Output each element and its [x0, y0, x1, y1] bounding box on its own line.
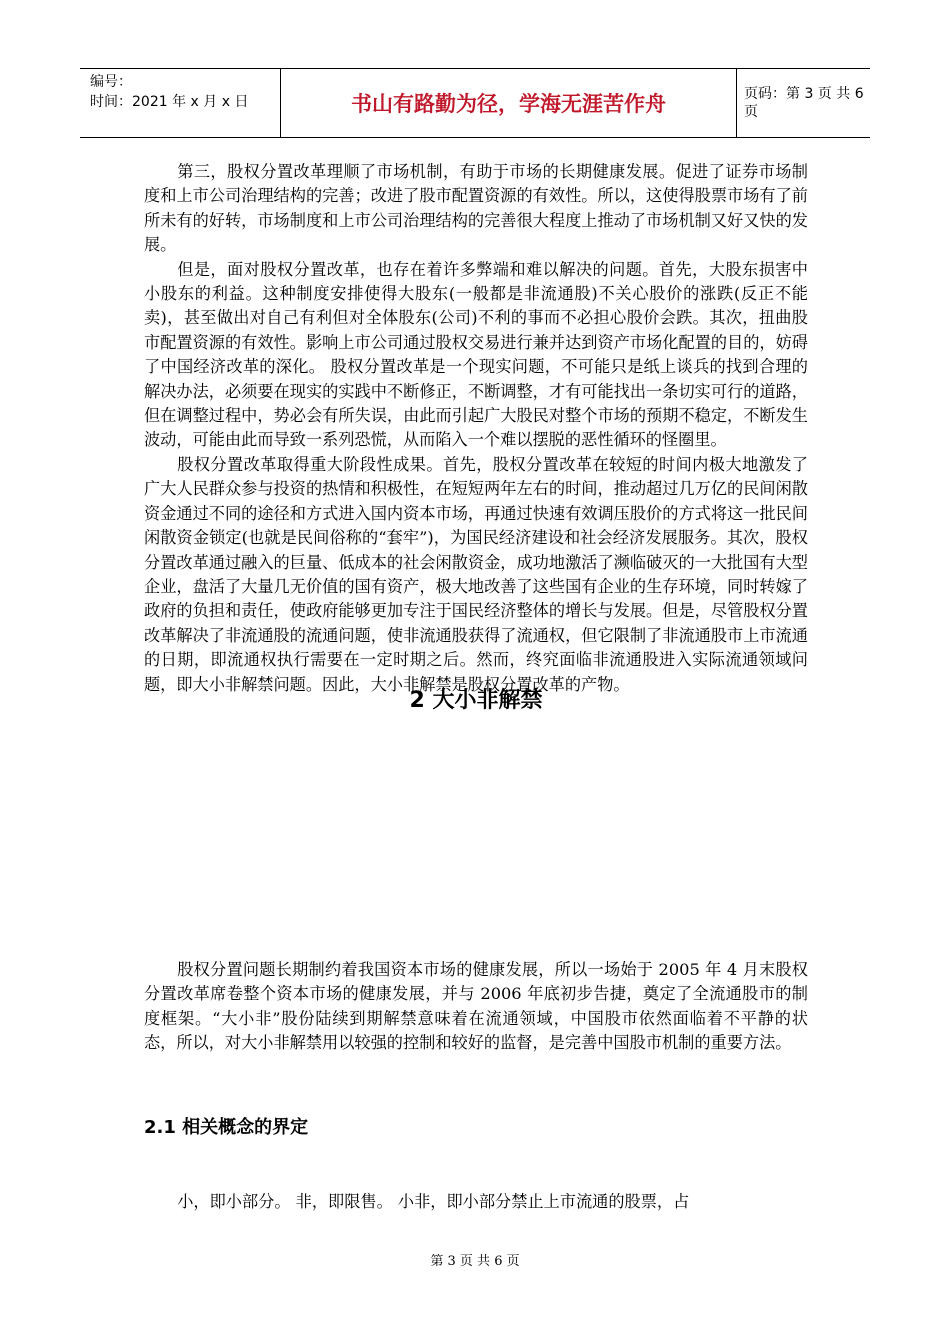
header-page-cell — [736, 69, 870, 137]
section-paragraph: 股权分置问题长期制约着我国资本市场的健康发展，所以一场始于 2005 年 4 月末股权分置改革席卷整个资本市场的健康发展，并与 2006 年底初步告捷，奠定了全流通股市的制度框架。“大小非”股份陆续到期解禁意味着在流通领域，中国股市依然面临着不平静的状态，所以，对大小非解禁用以较强的控制和较好的监督，是完善中国股市机制的重要方法。 — [144, 960, 808, 1053]
document-header — [80, 68, 870, 138]
section-paragraph-block — [144, 958, 808, 1056]
subsection-paragraph: 小，即小部分。 非，即限售。 小非，即小部分禁止上市流通的股票，占 — [177, 1192, 690, 1211]
header-page-label: 页码：第 3 页 共 6 页 — [744, 86, 864, 120]
header-date-label: 时间：2021 年 x 月 x 日 — [90, 94, 249, 110]
header-motto-cell — [280, 69, 737, 137]
body-text — [144, 160, 808, 697]
paragraph: 股权分置改革取得重大阶段性成果。首先，股权分置改革在较短的时间内极大地激发了广大人民群众参与投资的热情和积极性，在短短两年左右的时间，推动超过几万亿的民间闲散资金通过不同的途径和方式进入国内资本市场，再通过快速有效调压股价的方式将这一批民间闲散资金锁定(也就是民间俗称的“套牢”)，为国民经济建设和社会经济发展服务。其次，股权分置改革通过融入的巨量、低成本的社会闲散资金，成功地激活了濒临破灭的一大批国有大型企业，盘活了大量几无价值的国有资产，极大地改善了这些国有企业的生存环境，同时转嫁了政府的负担和责任，使政府能够更加专注于国民经济整体的增长与发展。但是，尽管股权分置改革解决了非流通股的流通问题，使非流通股获得了流通权，但它限制了非流通股市上市流通的日期，即流通权执行需要在一定时期之后。然而，终究面临非流通股进入实际流通领域问题，即大小非解禁问题。因此，大小非解禁是股权分置改革的产物。 — [144, 454, 808, 694]
section-title: 2 大小非解禁 — [409, 688, 543, 713]
header-number-label: 编号： — [90, 74, 132, 90]
header-motto: 书山有路勤为径，学海无涯苦作舟 — [351, 92, 666, 116]
header-meta — [80, 69, 280, 137]
paragraph: 第三，股权分置改革理顺了市场机制，有助于市场的长期健康发展。促进了证券市场制度和上市公司治理结构的完善；改进了股市配置资源的有效性。所以，这使得股票市场有了前所未有的好转，市场制度和上市公司治理结构的完善很大程度上推动了市场机制又好又快的发展。 — [144, 162, 808, 255]
subsection-title: 2.1 相关概念的界定 — [144, 1117, 309, 1138]
paragraph: 但是，面对股权分置改革，也存在着许多弊端和难以解决的问题。首先，大股东损害中小股东的利益。这种制度安排使得大股东(一般都是非流通股)不关心股价的涨跌(反正不能卖)，甚至做出对自己有利但对全体股东(公司)不利的事而不必担心股价会跌。其次，扭曲股市配置资源的有效性。影响上市公司通过股权交易进行兼并达到资产市场化配置的目的，妨碍了中国经济改革的深化。 股权分置改革是一个现实问题，不可能只是纸上谈兵的找到合理的解决办法，必须要在现实的实践中不断修正，不断调整，才有可能找出一条切实可行的道路，但在调整过程中，势必会有所失误，由此而引起广大股民对整个市场的预期不稳定，不断发生波动，可能由此而导致一系列恐慌，从而陷入一个难以摆脱的恶性循环的怪圈里。 — [144, 259, 808, 450]
page-footer: 第 3 页 共 6 页 — [430, 1254, 520, 1269]
subsection-paragraph-block — [144, 1190, 808, 1214]
